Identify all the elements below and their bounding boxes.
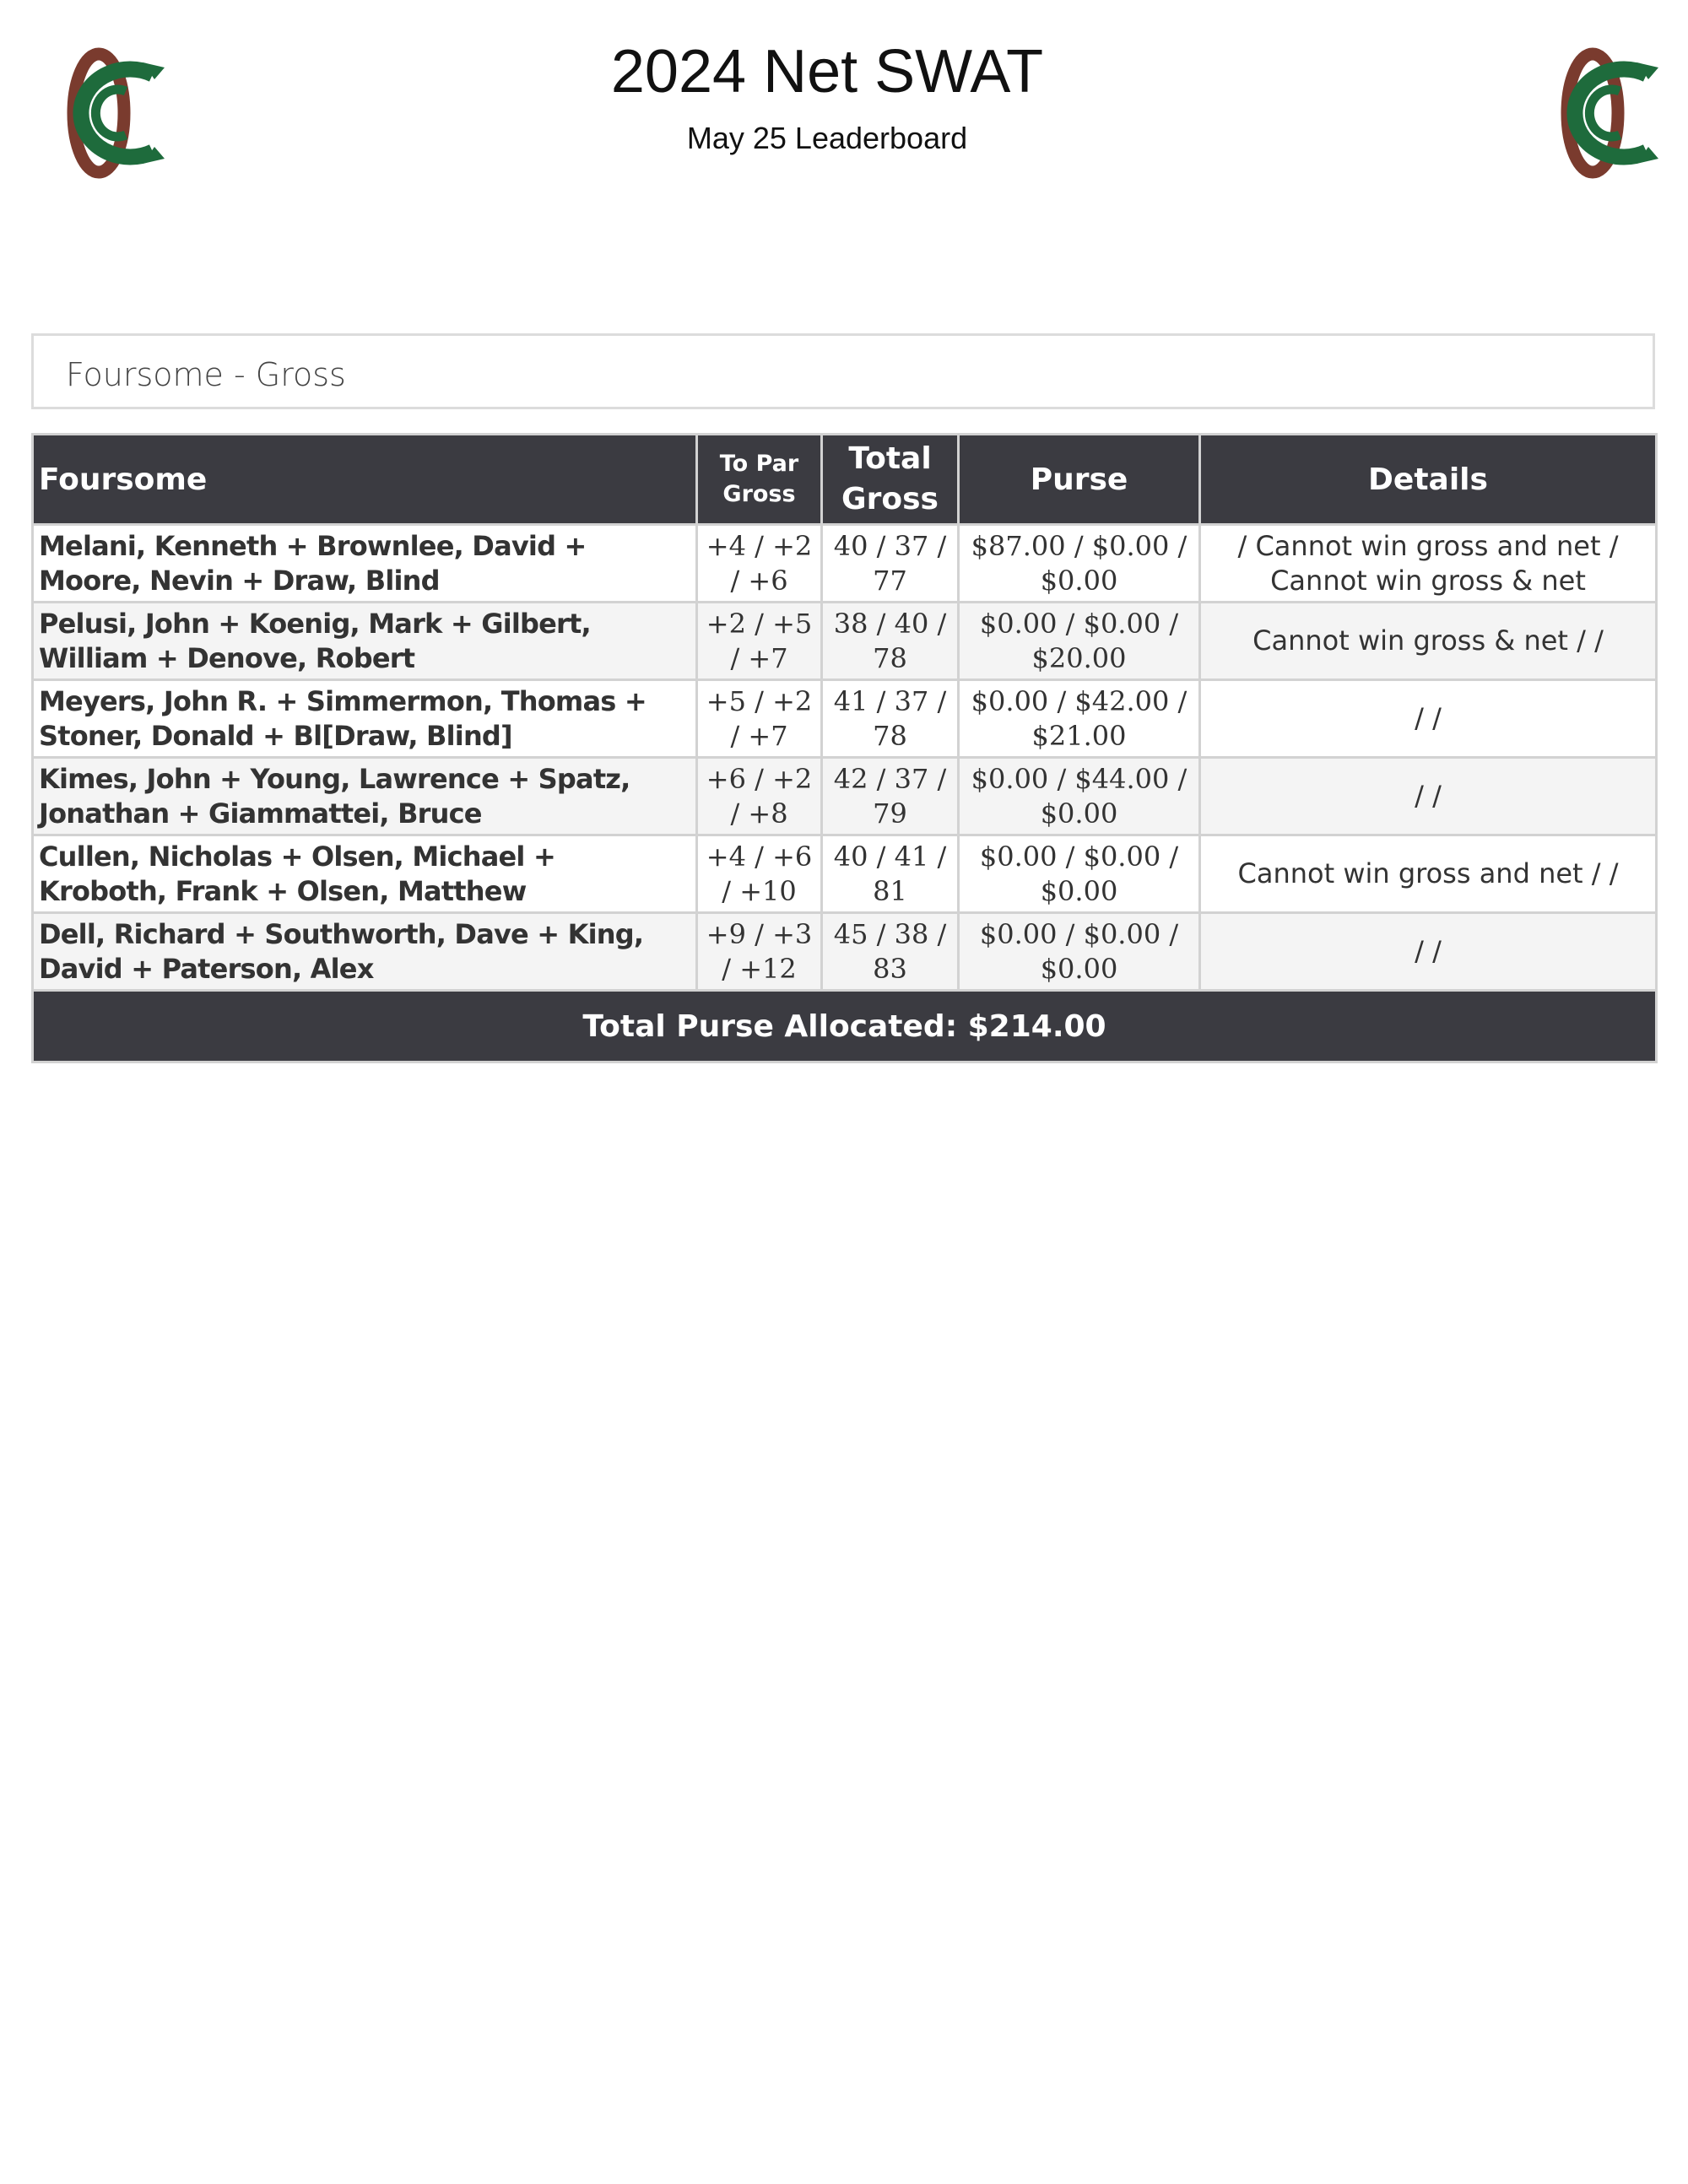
col-header-purse: Purse <box>959 435 1200 525</box>
table-row <box>33 680 1657 758</box>
total-purse-allocated: Total Purse Allocated: $214.00 <box>33 991 1657 1062</box>
cell-to-par: +9 / +3 / +12 <box>697 913 822 991</box>
col-header-total-line2: Gross <box>841 482 939 516</box>
cell-foursome: Cullen, Nicholas + Olsen, Michael + Kroboth, Frank + Olsen, Matthew <box>33 835 697 913</box>
cell-details: Cannot win gross and net / / <box>1200 835 1657 913</box>
table-row <box>33 758 1657 835</box>
cell-to-par: +6 / +2 / +8 <box>697 758 822 835</box>
col-header-details: Details <box>1200 435 1657 525</box>
cell-details: / / <box>1200 680 1657 758</box>
cell-purse: $0.00 / $42.00 / $21.00 <box>959 680 1200 758</box>
section-header <box>31 333 1655 409</box>
cell-foursome: Pelusi, John + Koenig, Mark + Gilbert, William + Denove, Robert <box>33 603 697 680</box>
cell-total-gross: 40 / 37 / 77 <box>822 525 959 603</box>
cell-foursome: Dell, Richard + Southworth, Dave + King, David + Paterson, Alex <box>33 913 697 991</box>
cell-total-gross: 42 / 37 / 79 <box>822 758 959 835</box>
col-header-total-line1: Total <box>848 441 932 476</box>
page-title: 2024 Net SWAT <box>610 38 1044 105</box>
col-header-to-par-line1: To Par <box>719 451 799 477</box>
section-title: Foursome - Gross <box>66 356 346 393</box>
cell-purse: $0.00 / $0.00 / $20.00 <box>959 603 1200 680</box>
col-header-foursome: Foursome <box>33 435 697 525</box>
cell-purse: $87.00 / $0.00 / $0.00 <box>959 525 1200 603</box>
cell-to-par: +5 / +2 / +7 <box>697 680 822 758</box>
col-header-to-par-line2: Gross <box>722 481 796 507</box>
table-row <box>33 835 1657 913</box>
table-footer-row <box>33 991 1657 1062</box>
table-row <box>33 525 1657 603</box>
cell-to-par: +2 / +5 / +7 <box>697 603 822 680</box>
cell-purse: $0.00 / $44.00 / $0.00 <box>959 758 1200 835</box>
table-row <box>33 603 1657 680</box>
cell-purse: $0.00 / $0.00 / $0.00 <box>959 913 1200 991</box>
cell-foursome: Kimes, John + Young, Lawrence + Spatz, Jonathan + Giammattei, Bruce <box>33 758 697 835</box>
cell-details: / / <box>1200 758 1657 835</box>
cell-to-par: +4 / +2 / +6 <box>697 525 822 603</box>
cell-details: / Cannot win gross and net / Cannot win gross & net <box>1200 525 1657 603</box>
col-header-to-par <box>697 435 822 525</box>
table-header-row <box>33 435 1657 525</box>
cell-details: Cannot win gross & net / / <box>1200 603 1657 680</box>
leaderboard-table <box>31 433 1658 1063</box>
cell-foursome: Melani, Kenneth + Brownlee, David + Moore, Nevin + Draw, Blind <box>33 525 697 603</box>
cell-total-gross: 45 / 38 / 83 <box>822 913 959 991</box>
cell-total-gross: 38 / 40 / 78 <box>822 603 959 680</box>
cell-details: / / <box>1200 913 1657 991</box>
cell-foursome: Meyers, John R. + Simmermon, Thomas + Stoner, Donald + Bl[Draw, Blind] <box>33 680 697 758</box>
col-header-total-gross <box>822 435 959 525</box>
page-subtitle: May 25 Leaderboard <box>686 121 968 155</box>
cell-total-gross: 41 / 37 / 78 <box>822 680 959 758</box>
table-row <box>33 913 1657 991</box>
cell-to-par: +4 / +6 / +10 <box>697 835 822 913</box>
cell-total-gross: 40 / 41 / 81 <box>822 835 959 913</box>
cell-purse: $0.00 / $0.00 / $0.00 <box>959 835 1200 913</box>
